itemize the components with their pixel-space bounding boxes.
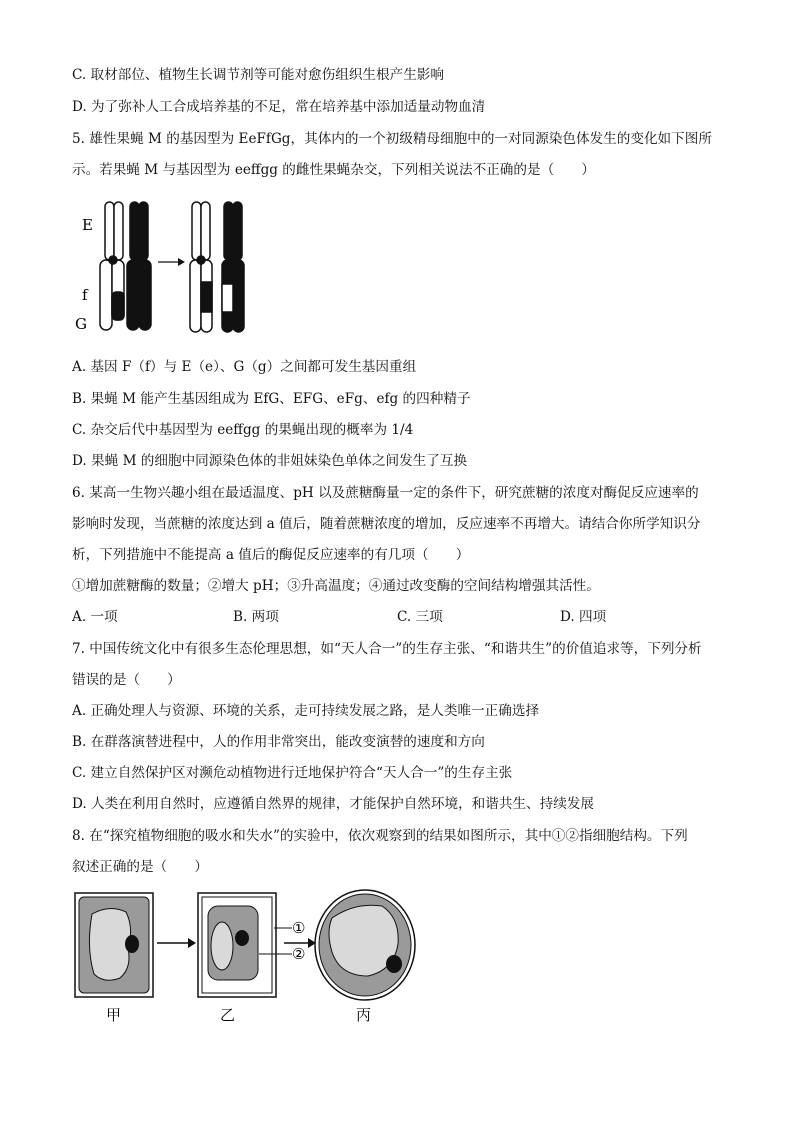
- cell-bing: [315, 890, 415, 1000]
- line-q5-option-b: B. 果蝇 M 能产生基因组成为 EfG、EFG、eFg、efg 的四种精子: [72, 391, 471, 407]
- gene-label-G: G: [75, 315, 87, 333]
- gene-label-f: f: [82, 286, 88, 304]
- line-q7-stem-1: 7. 中国传统文化中有很多生态伦理思想，如“天人合一”的生存主张、“和谐共生”的价值追求等，下列分析: [72, 641, 702, 657]
- line-q7-option-b: B. 在群落演替进程中，人的作用非常突出，能改变演替的速度和方向: [72, 734, 485, 750]
- line-q5-option-d: D. 果蝇 M 的细胞中同源染色体的非姐妹染色单体之间发生了互换: [72, 453, 468, 469]
- line-q7-option-a: A. 正确处理人与资源、环境的关系，走可持续发展之路，是人类唯一正确选择: [72, 703, 540, 719]
- line-q6-stem-1: 6. 某高一生物兴趣小组在最适温度、pH 以及蔗糖酶量一定的条件下，研究蔗糖的浓度对酶促反应速率的: [72, 485, 699, 501]
- line-q5-stem-1: 5. 雄性果蝇 M 的基因型为 EeFfGg，其体内的一个初级精母细胞中的一对同源染色体发生的变化如下图所: [72, 131, 712, 147]
- q6-option-c: C. 三项: [397, 609, 443, 625]
- line-q8-stem-2: 叙述正确的是（ ）: [72, 859, 208, 875]
- cell-jia: [75, 893, 153, 997]
- line-q5-option-c: C. 杂交后代中基因型为 eeffgg 的果蝇出现的概率为 1/4: [72, 422, 414, 438]
- line-q7-option-d: D. 人类在利用自然时，应遵循自然界的规律，才能保护自然环境，和谐共生、持续发展: [72, 796, 595, 812]
- line-q5-stem-2: 示。若果蝇 M 与基因型为 eeffgg 的雌性果蝇杂交，下列相关说法不正确的是（ ）: [72, 162, 595, 178]
- line-q5-option-a: A. 基因 F（f）与 E（e）、G（g）之间都可发生基因重组: [72, 359, 417, 375]
- plant-cell-figure: [70, 888, 420, 1028]
- gene-label-E: E: [82, 216, 93, 234]
- chromosome-pair-before: [100, 202, 151, 330]
- caption-jia: 甲: [106, 1006, 122, 1024]
- line-q7-stem-2: 错误的是（ ）: [72, 672, 181, 688]
- line-q7-option-c: C. 建立自然保护区对濒危动植物进行迁地保护符合“天人合一”的生存主张: [72, 765, 513, 781]
- line-q6-measures: ①增加蔗糖酶的数量；②增大 pH；③升高温度；④通过改变酶的空间结构增强其活性。: [72, 578, 600, 594]
- structure-marker-2: ②: [292, 945, 306, 963]
- chromosome-figure: [72, 192, 272, 340]
- line-q4-option-d: D. 为了弥补人工合成培养基的不足，常在培养基中添加适量动物血清: [72, 99, 486, 115]
- q6-option-a: A. 一项: [72, 609, 118, 625]
- caption-bing: 丙: [356, 1006, 372, 1024]
- line-q6-stem-3: 析，下列措施中不能提高 a 值后的酶促反应速率的有几项（ ）: [72, 547, 470, 563]
- cell-yi: [198, 893, 276, 997]
- q6-option-d: D. 四项: [560, 609, 607, 625]
- caption-yi: 乙: [220, 1006, 236, 1024]
- line-q4-option-c: C. 取材部位、植物生长调节剂等可能对愈伤组织生根产生影响: [72, 67, 444, 83]
- structure-marker-1: ①: [292, 919, 306, 937]
- chromosome-pair-after: [190, 202, 244, 332]
- q6-option-b: B. 两项: [233, 609, 279, 625]
- line-q6-stem-2: 影响时发现，当蔗糖的浓度达到 a 值后，随着蔗糖浓度的增加，反应速率不再增大。请结合你所学知识分: [72, 516, 701, 532]
- line-q8-stem-1: 8. 在“探究植物细胞的吸水和失水”的实验中，依次观察到的结果如图所示，其中①②指细胞结构。下列: [72, 828, 688, 844]
